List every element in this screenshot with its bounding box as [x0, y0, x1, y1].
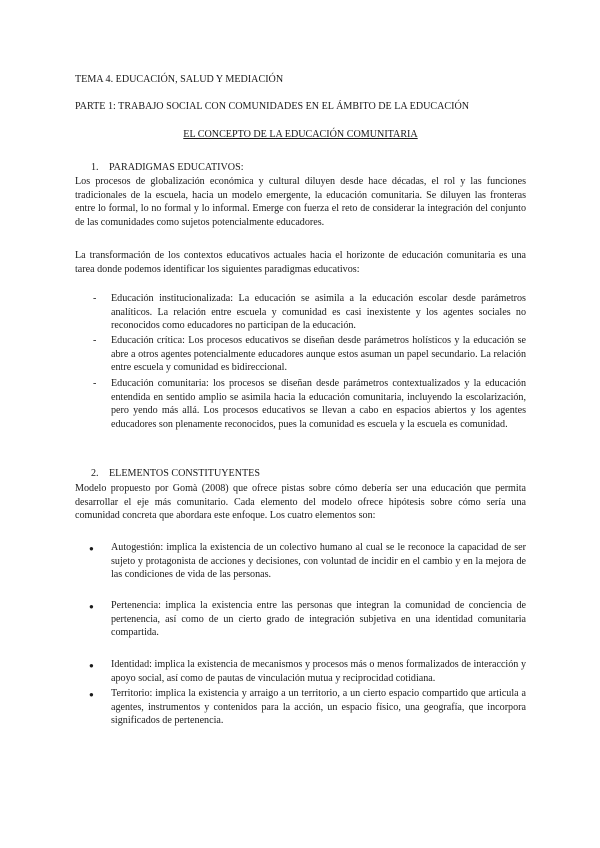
document-title: EL CONCEPTO DE LA EDUCACIÓN COMUNITARIA — [183, 129, 418, 140]
bullet-icon: ● — [89, 544, 94, 553]
section1-number: 1. — [91, 162, 99, 173]
list-item-pertenencia: Pertenencia: implica la existencia entre las personas que integran la comunidad de conciencia de pertenencia, así como de un cierto grado de integración subjetiva en una identidad comunitaria compartida. — [111, 600, 526, 639]
list-marker: - — [93, 378, 97, 389]
list-item-critica: Educación crítica: Los procesos educativos se diseñan desde parámetros holísticos y la educación se abre a otros agentes potencialmente educadores aunque estos asuman un papel secundario. La relación entre escuela y comunidad es bidireccional. — [111, 335, 526, 374]
list-item-autogestion: Autogestión: implica la existencia de un colectivo humano al cual se le reconoce la capacidad de ser sujeto y protagonista de acciones y decisiones, con voluntad de incidir en el cambio y en la mejora de las condiciones de vida de las personas. — [111, 542, 526, 581]
section1-paragraph1: Los procesos de globalización económica y cultural diluyen desde hace décadas, el rol y las funciones tradicionales de la escuela, hacia un modelo emergente, la educación comunitaria. Se diluyen las fronteras entre lo formal, lo no formal y lo informal. Emerge con fuerza el reto de considerar la integración del conjunto de las comunidades como sujetos potencialmente educadores. — [75, 176, 526, 228]
list-item-institucionalizada: Educación institucionalizada: La educación se asimila a la educación escolar desde parámetros analíticos. La relación entre escuela y comunidad es casi inexistente y los agentes sociales no reconocidos como educadores no participan de la educación. — [111, 293, 526, 332]
section2-heading: ELEMENTOS CONSTITUYENTES — [109, 468, 260, 479]
list-marker: - — [93, 293, 97, 304]
list-marker: - — [93, 335, 97, 346]
parte-heading: PARTE 1: TRABAJO SOCIAL CON COMUNIDADES EN EL ÁMBITO DE LA EDUCACIÓN — [75, 101, 470, 112]
list-item-identidad: Identidad: implica la existencia de mecanismos y procesos más o menos formalizados de interacción y apoyo social, así como de pautas de vinculación mutua y reciprocidad cotidiana. — [111, 659, 526, 684]
bullet-icon: ● — [89, 690, 94, 699]
tema-heading: TEMA 4. EDUCACIÓN, SALUD Y MEDIACIÓN — [75, 74, 284, 85]
section1-paragraph2: La transformación de los contextos educativos actuales hacia el horizonte de educación comunitaria es una tarea donde podemos identificar los siguientes paradigmas educativos: — [75, 250, 526, 275]
bullet-icon: ● — [89, 661, 94, 670]
list-item-territorio: Territorio: implica la existencia y arraigo a un territorio, a un cierto espacio compartido que articula a agentes, instrumentos y contenidos para la acción, un espacio físico, una geografía, que incorpora significados de pertenencia. — [111, 688, 526, 727]
list-item-comunitaria: Educación comunitaria: los procesos se diseñan desde parámetros contextualizados y la educación entendida en sentido amplio se asimila hacia la educación comunitaria, incluyendo la escolarización, pero yendo más allá. Los procesos educativos se llevan a cabo en espacios abiertos y los agentes educadores son plenamente reconocidos, pues la comunidad es escuela y la escuela es comunidad. — [111, 378, 526, 430]
section1-heading: PARADIGMAS EDUCATIVOS: — [109, 162, 244, 173]
section2-paragraph1: Modelo propuesto por Gomà (2008) que ofrece pistas sobre cómo debería ser una educación que permita desarrollar el eje más comunitario. Cada elemento del modelo ofrece hipótesis sobre cómo sería una comunidad concreta que abordara este enfoque. Los cuatro elementos son: — [75, 483, 526, 522]
section2-number: 2. — [91, 468, 99, 479]
bullet-icon: ● — [89, 602, 94, 611]
